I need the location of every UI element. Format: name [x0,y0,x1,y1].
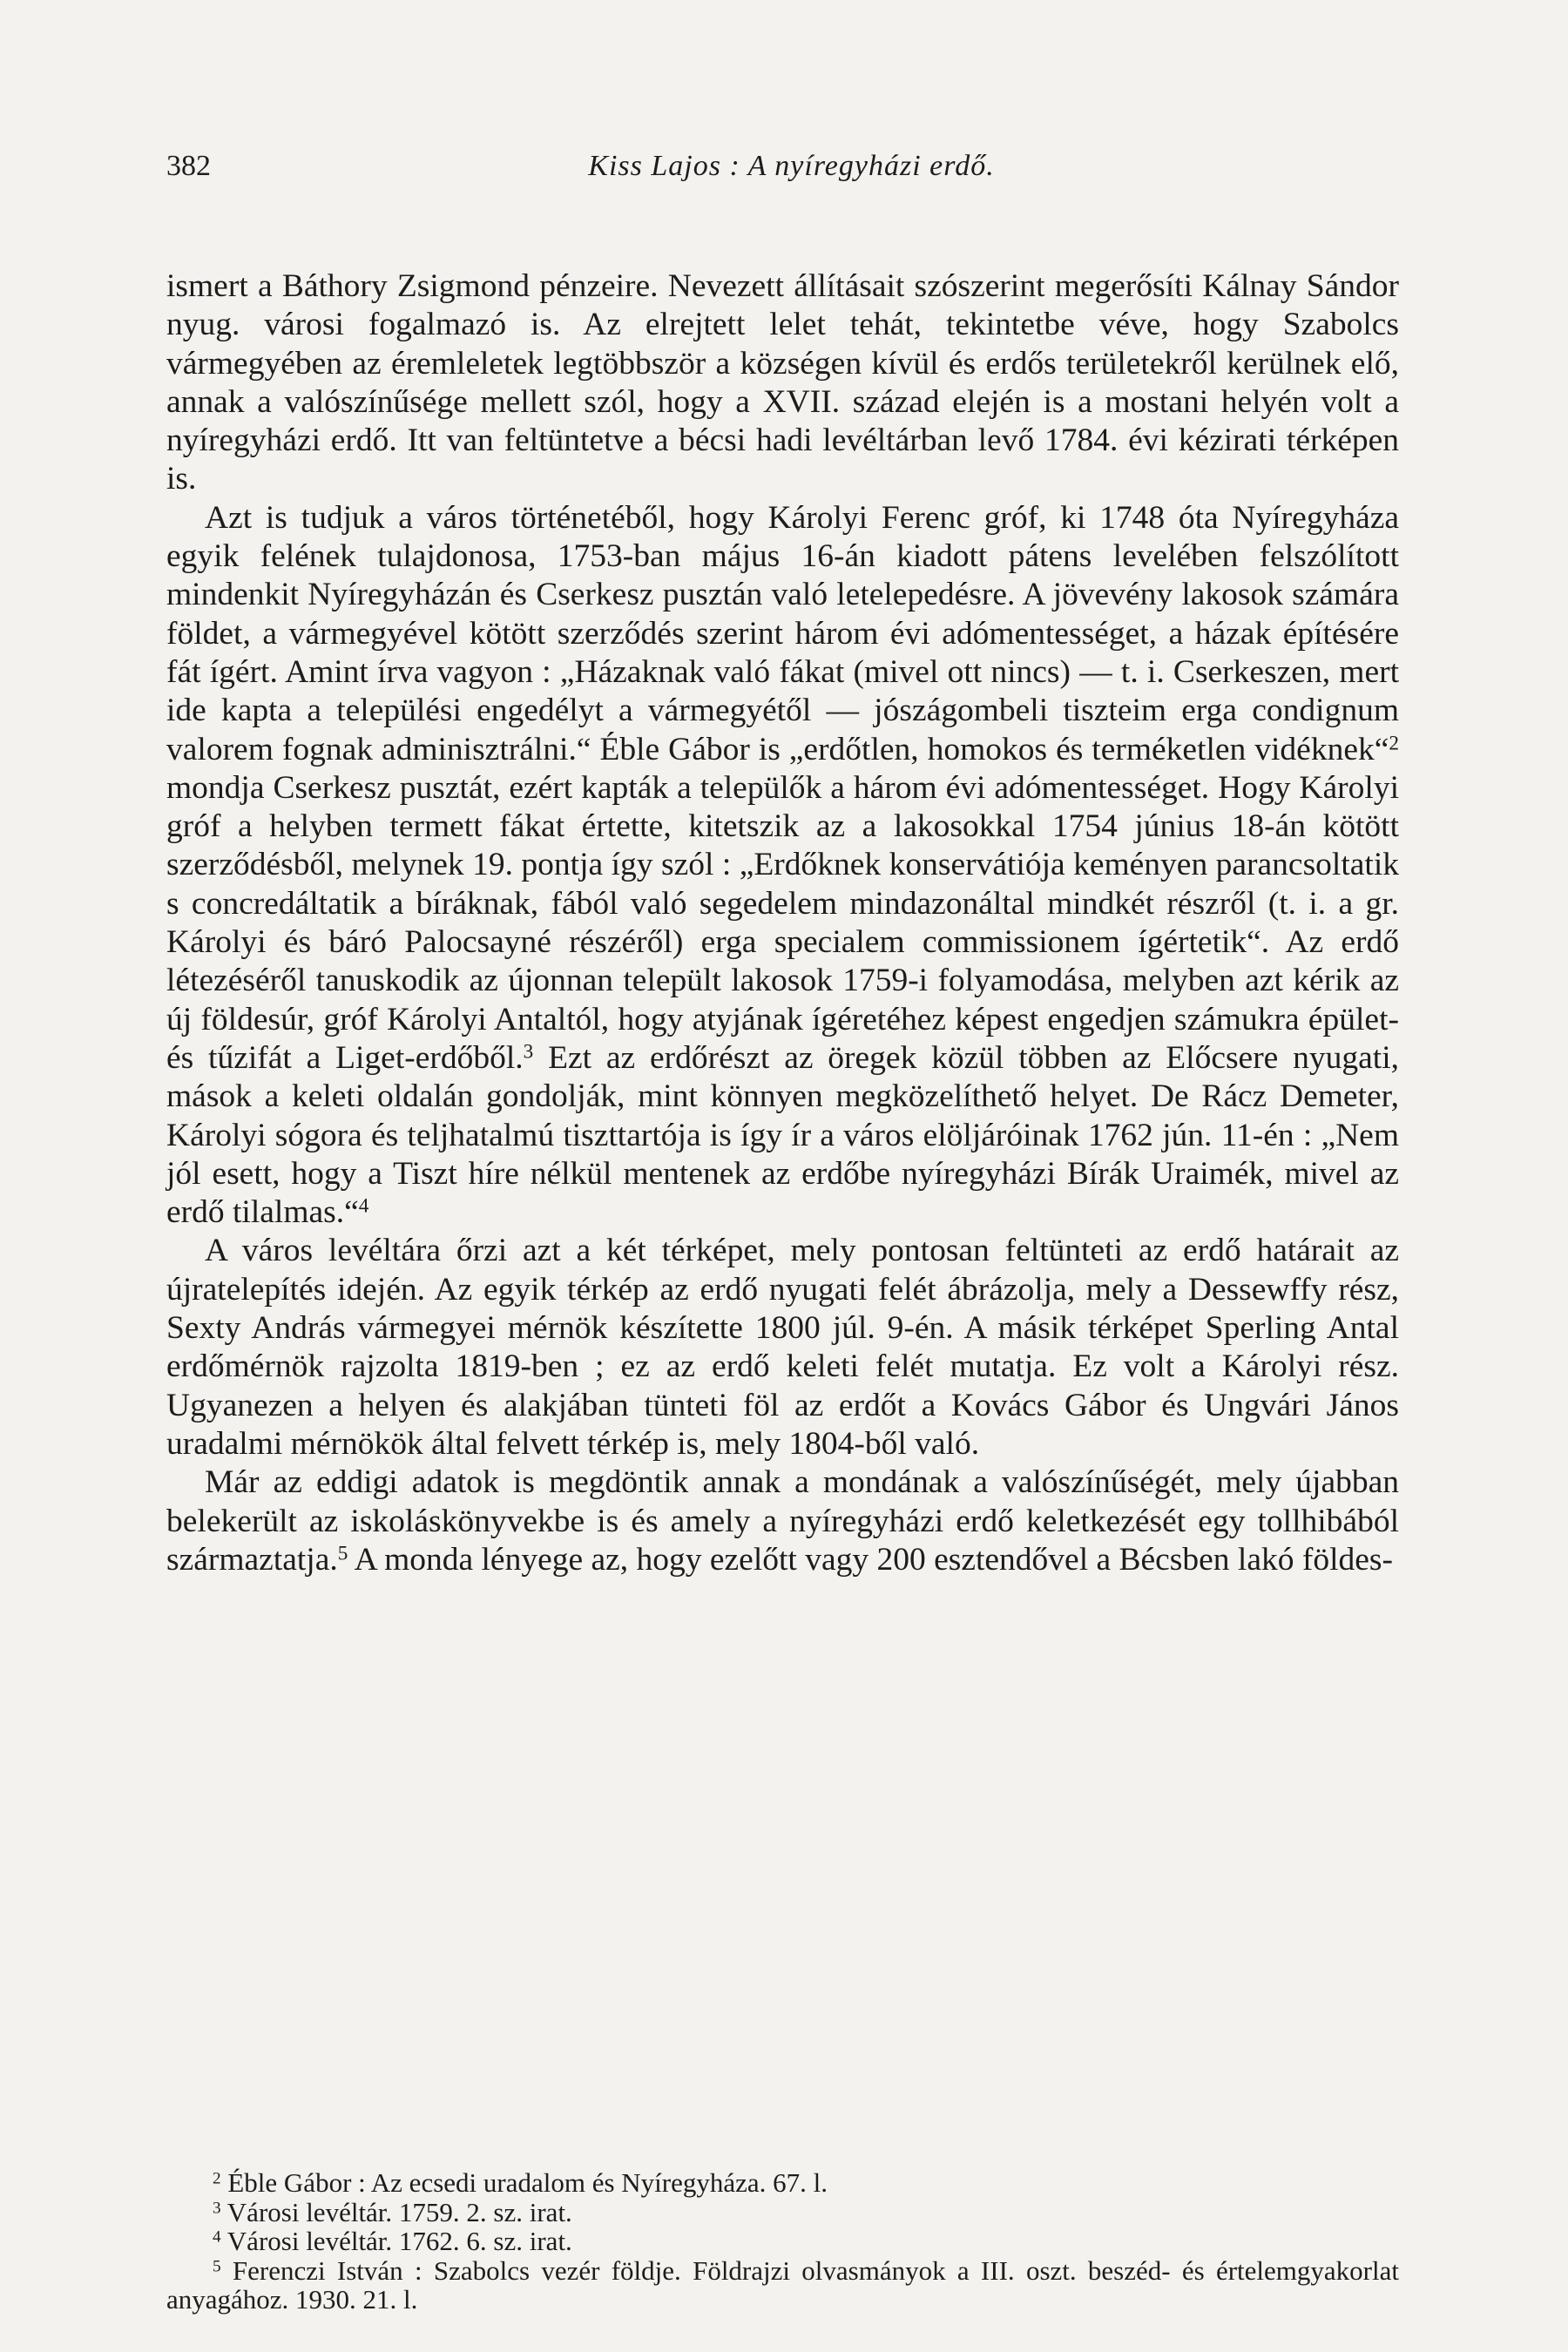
footnote-marker: 5 [213,2256,221,2275]
body-text [166,267,1399,1579]
footnote-text: Éble Gábor : Az ecsedi uradalom és Nyíregyháza. 67. l. [220,2167,828,2198]
footnote-marker: 2 [213,2169,221,2188]
page-number: 382 [166,150,211,182]
paragraph-4 [166,1463,1399,1579]
footnote-marker: 3 [213,2198,221,2217]
footnote-reference: 5 [337,1542,348,1565]
footnote-4 [166,2227,1399,2256]
page-header [166,150,1399,193]
paragraph-text: ismert a Báthory Zsigmond pénzeire. Nevezett állításait szószerint megerősíti Kálnay Sándor nyug. városi fogalmazó is. Az elrejtett lelet tehát, tekintetbe véve, hogy Szabolcs vármegyében az éremleletek legtöbbször a községen kívül és erdős területekről kerülnek elő, annak a valószínűsége mellett szól, hogy a XVII. század elején is a mostani helyén volt a nyíregyházi erdő. Itt van feltüntetve a bécsi hadi levéltárban levő 1784. évi kézirati térképen is. [166,268,1399,497]
paragraph-text: Már az eddigi adatok is megdöntik annak a mondának a valószínűségét, mely újabban belekerült az iskoláskönyvekbe is és amely a nyíregyházi erdő keletkezését egy tollhibából származtatja. [166,1464,1399,1578]
footnote-5 [166,2256,1399,2315]
footnote-reference: 3 [523,1040,534,1064]
paragraph-3 [166,1232,1399,1463]
footnote-text: Ferenczi István : Szabolcs vezér földje. Földrajzi olvasmányok a III. oszt. beszéd- és értelemgyakorlat anyagához. 1930. 21. l. [166,2254,1399,2315]
footnote-text: Városi levéltár. 1762. 6. sz. irat. [220,2226,572,2256]
footnote-2 [166,2168,1399,2198]
paragraph-text: A monda lényege az, hogy ezelőtt vagy 200 esztendővel a Bécsben lakó földes- [348,1541,1393,1578]
paragraph-text: Ezt az erdőrészt az öregek közül többen az Előcsere nyugati, mások a keleti oldalán gondolják, mint könnyen megközelíthető helyet. De Rácz Demeter, Károlyi sógora és teljhatalmú tiszttartója is így ír a város elöljáróinak 1762 jún. 11-én : „Nem jól esett, hogy a Tiszt híre nélkül mentenek az erdőbe nyíregyházi Bírák Uraimék, mivel az erdő tilalmas.“ [166,1039,1399,1231]
footnote-text: Városi levéltár. 1759. 2. sz. irat. [220,2196,572,2227]
footnote-reference: 4 [358,1194,369,1218]
footnote-3 [166,2198,1399,2227]
paragraph-text: A város levéltára őrzi azt a két térképet, mely pontosan feltünteti az erdő határait az újratelepítés idején. Az egyik térkép az erdő nyugati felét ábrázolja, mely a Dessewffy rész, Sexty András vármegyei mérnök készítette 1800 júl. 9-én. A másik térképet Sperling Antal erdőmérnök rajzolta 1819-ben ; ez az erdő keleti felét mutatja. Ez volt a Károlyi rész. Ugyanezen a helyen és alakjában tünteti föl az erdőt a Kovács Gábor és Ungvári János uradalmi mérnökök által felvett térkép is, mely 1804-ből való. [166,1233,1399,1462]
footnote-reference: 2 [1389,731,1399,754]
paragraph-2 [166,499,1399,1233]
paragraph-text: mondja Cserkesz pusztát, ezért kapták a települők a három évi adómentességet. Hogy Károlyi gróf a helyben termett fákat értette, kitetszik az a lakosokkal 1754 június 18-án kötött szerződésből, melynek 19. pontja így szól : „Erdőknek konservátiója keményen parancsoltatik s concredáltatik a bíráknak, fából való segedelem mindazonáltal mindkét részről (t. i. a gr. Károlyi és báró Palocsayné részéről) erga specialem commissionem ígértetik“. Az erdő létezéséről tanuskodik az újonnan települt lakosok 1759-i folyamodása, melyben azt kérik az új földesúr, gróf Károlyi Antaltól, hogy atyjának ígéretéhez képest engedjen számukra épület- és tűzifát a Liget-erdőből. [166,769,1399,1076]
running-title: Kiss Lajos : A nyíregyházi erdő. [588,150,995,182]
footnotes [166,2168,1399,2315]
paragraph-1 [166,267,1399,499]
paragraph-text: Azt is tudjuk a város történetéből, hogy Károlyi Ferenc gróf, ki 1748 óta Nyíregyháza egyik felének tulajdonosa, 1753-ban május 16-án kiadott pátens levelében felszólított mindenkit Nyíregyházán és Cserkesz pusztán való letelepedésre. A jövevény lakosok számára földet, a vármegyével kötött szerződés szerint három évi adómentességet, a házak építésére fát ígért. Amint írva vagyon : „Házaknak való fákat (mivel ott nincs) — t. i. Cserkeszen, mert ide kapta a települési engedélyt a vármegyétől — jószágombeli tiszteim erga condignum valorem fognak adminisztrálni.“ Éble Gábor is „erdőtlen, homokos és terméketlen vidéknek“ [166,499,1399,767]
footnote-marker: 4 [213,2227,221,2247]
